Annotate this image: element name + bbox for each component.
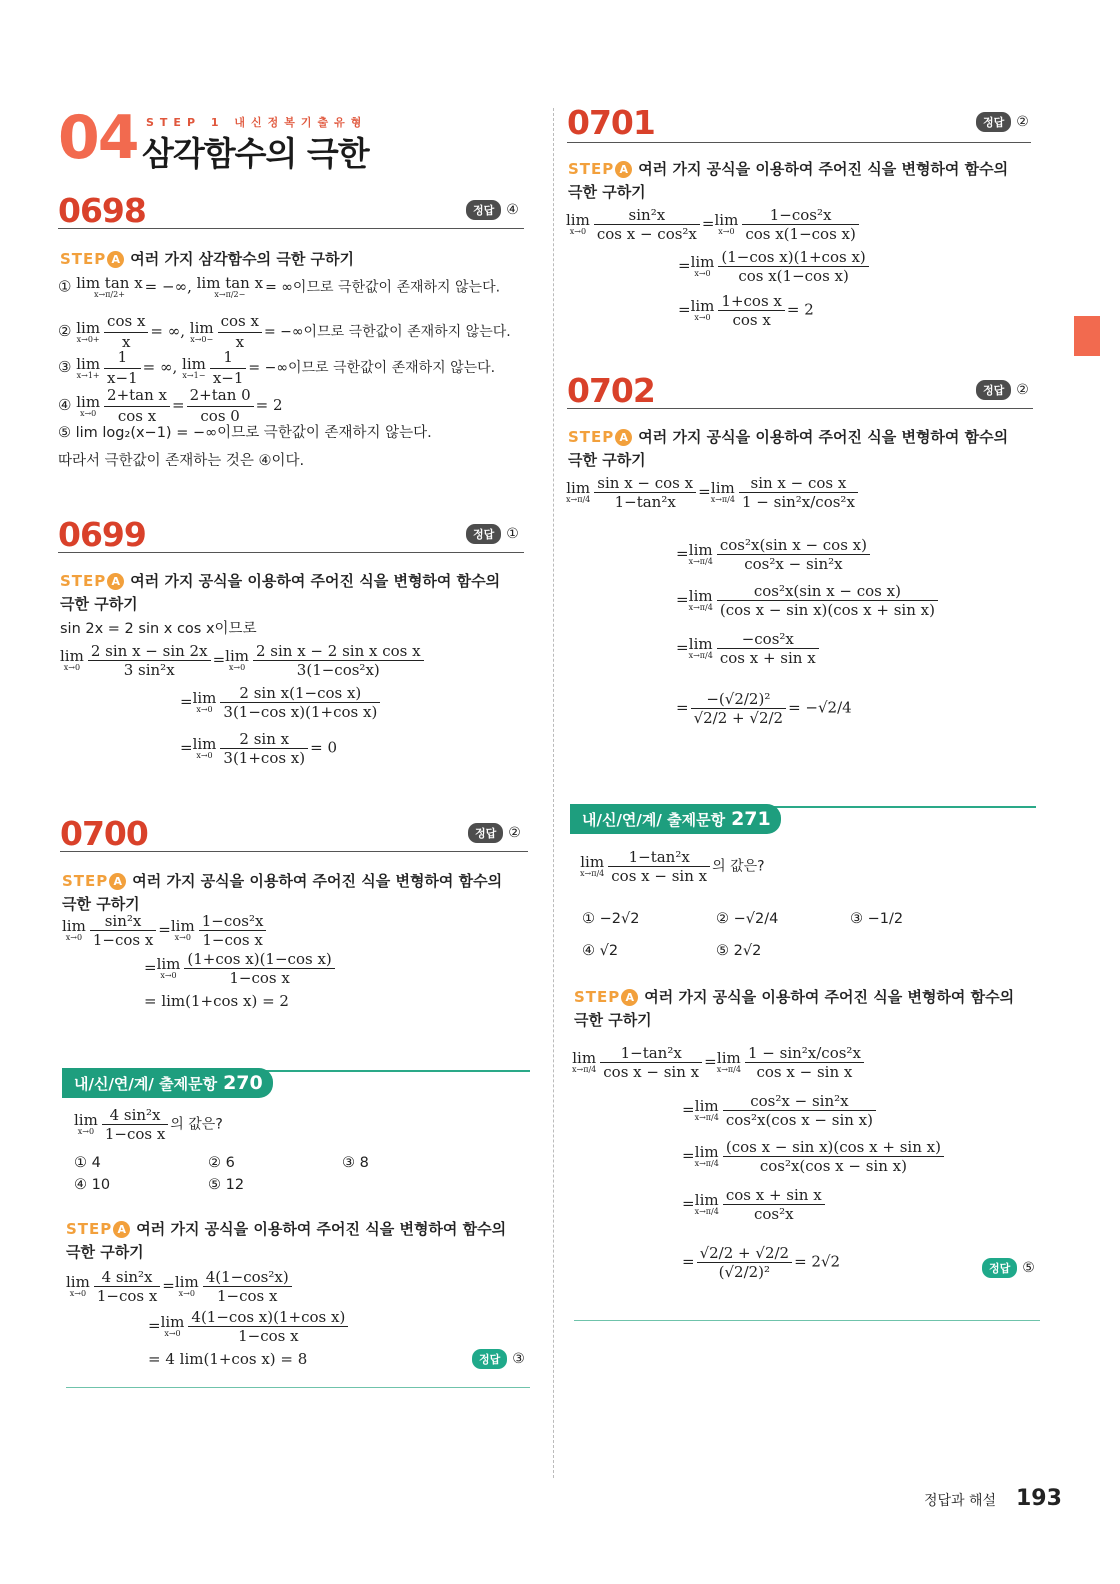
conclusion-0698: 따라서 극한값이 존재하는 것은 ④이다. xyxy=(58,453,305,469)
related-271-choice-5: ⑤ 2√2 xyxy=(716,943,762,959)
solution-0702-line-3: = lim x→π/4 $\frac{\text{cos²x(sin x − cos x)}}{\text{(cos x − sin x)(cos x + sin x)}}$ xyxy=(676,582,940,619)
step-heading-271 xyxy=(574,986,1024,1033)
step-heading-0702 xyxy=(568,426,1018,473)
solution-0702-line-1: lim x→π/4 $\frac{\text{sin x − cos x}}{\text{1−tan²x}}$ = lim x→π/4 $\frac{\text{sin x − cos x}}{\text{1 − sin²x/cos²x}}$ xyxy=(566,474,860,511)
step-text: 여러 가지 공식을 이용하여 주어진 식을 변형하여 함수의 극한 구하기 xyxy=(62,872,503,914)
related-270-choice-4: ④ 10 xyxy=(74,1177,111,1193)
step-a-icon: A xyxy=(109,873,126,890)
problem-rule xyxy=(60,851,528,852)
answer-0701 xyxy=(976,111,1029,132)
related-271-question: lim x→π/4 $\frac{\text{1−tan²x}}{\text{cos x − sin x}}$ 의 값은? xyxy=(580,848,765,885)
solution-0700-line-3: = lim(1+cos x) = 2 xyxy=(144,992,289,1010)
problem-number-0701: 0701 xyxy=(567,103,655,142)
step-tag: STEP xyxy=(60,250,107,268)
related-271-choice-2: ② −√2/4 xyxy=(716,911,779,927)
answer-value: ① xyxy=(506,525,519,542)
problem-number-0698: 0698 xyxy=(58,191,146,230)
answer-value: ⑤ xyxy=(1022,1259,1035,1276)
chapter-number: 04 xyxy=(58,103,138,173)
step-text: 여러 가지 공식을 이용하여 주어진 식을 변형하여 함수의 극한 구하기 xyxy=(66,1220,507,1262)
solution-271-line-2: = lim x→π/4 $\frac{\text{cos²x − sin²x}}{\text{cos²x(cos x − sin x)}}$ xyxy=(682,1092,878,1129)
problem-rule xyxy=(567,408,1033,409)
step-heading-0701 xyxy=(568,158,1018,205)
step-a-icon: A xyxy=(113,1221,130,1238)
answer-value: ② xyxy=(508,824,521,841)
expr: = 0 xyxy=(310,738,338,757)
answer-0699 xyxy=(466,523,519,544)
step-text: 여러 가지 공식을 이용하여 주어진 식을 변형하여 함수의 극한 구하기 xyxy=(568,160,1009,202)
expr: = 2√2 xyxy=(794,1252,841,1271)
related-271-choice-3: ③ −1/2 xyxy=(850,911,904,927)
expr: = ∞, xyxy=(142,358,178,376)
step-heading-0700 xyxy=(62,870,512,917)
related-270-choice-2: ② 6 xyxy=(208,1155,235,1171)
answer-badge: 정답 xyxy=(472,1349,507,1369)
related-271-tab xyxy=(570,804,781,834)
expr: = 2 xyxy=(786,300,814,319)
related-270-question: lim x→0 $\frac{\text{4 sin²x}}{\text{1−cos x}}$ 의 값은? xyxy=(74,1106,223,1143)
answer-271 xyxy=(982,1257,1035,1278)
answer-badge: 정답 xyxy=(982,1258,1017,1278)
step-text: 여러 가지 공식을 이용하여 주어진 식을 변형하여 함수의 극한 구하기 xyxy=(574,988,1015,1030)
intro-0699: sin 2x = 2 sin x cos x이므로 xyxy=(60,621,257,637)
step-heading-270 xyxy=(66,1218,516,1265)
solution-0700-line-2: = lim x→0 $\frac{\text{(1+cos x)(1−cos x)}}{\text{1−cos x}}$ xyxy=(144,950,337,987)
expr: = ∞, xyxy=(150,322,186,340)
side-index-tab xyxy=(1074,316,1100,356)
answer-badge: 정답 xyxy=(468,823,503,843)
related-270-choice-3: ③ 8 xyxy=(342,1155,369,1171)
expr: = −√2/4 xyxy=(788,698,852,717)
column-divider xyxy=(553,108,554,1478)
step-a-icon: A xyxy=(107,573,124,590)
solution-line-2: ② lim x→0+ $\frac{\text{cos x}}{x}$ = ∞, lim x→0− $\frac{\text{cos x}}{x}$ = −∞이므로 극한값이 존재하지 않는다. xyxy=(58,312,511,351)
problem-number-0700: 0700 xyxy=(60,814,148,853)
solution-271-line-4: = lim x→π/4 $\frac{\text{cos x + sin x}}{\text{cos²x}}$ xyxy=(682,1186,827,1223)
solution-0702-line-5: = $\frac{\text{−(√2/2)²}}{√2/2 + √2/2}$ = −√2/4 xyxy=(676,690,852,727)
solution-0700-line-1: lim x→0 $\frac{\text{sin²x}}{\text{1−cos x}}$ = lim x→0 $\frac{\text{1−cos²x}}{\text{1−cos x}}$ xyxy=(62,912,268,949)
step-tag: STEP xyxy=(66,1220,113,1238)
step-heading-0698 xyxy=(60,248,354,269)
related-270-tab xyxy=(62,1068,273,1098)
answer-value: ② xyxy=(1016,113,1029,130)
expr: lim log₂(x−1) = −∞이므로 극한값이 존재하지 않는다. xyxy=(75,425,432,441)
answer-0702 xyxy=(976,379,1029,400)
step-text: 여러 가지 삼각함수의 극한 구하기 xyxy=(130,250,355,268)
step-tag: STEP xyxy=(568,428,615,446)
step-a-icon: A xyxy=(615,429,632,446)
step-a-icon: A xyxy=(615,161,632,178)
related-tab-label: 내/신/연/계/ 출제문항 xyxy=(74,1075,218,1093)
related-tab-label: 내/신/연/계/ 출제문항 xyxy=(582,811,726,829)
related-box-bottom xyxy=(66,1387,530,1388)
answer-value: ④ xyxy=(506,201,519,218)
answer-badge: 정답 xyxy=(466,200,501,220)
related-tab-number: 270 xyxy=(223,1072,263,1094)
question-suffix: 의 값은? xyxy=(170,1116,223,1133)
step-tag: STEP xyxy=(574,988,621,1006)
solution-271-line-1: lim x→π/4 $\frac{\text{1−tan²x}}{\text{cos x − sin x}}$ = lim x→π/4 $\frac{\text{1 − sin²x/cos²x}}{\text{cos x − sin x}}$ xyxy=(572,1044,866,1081)
related-270-choice-1: ① 4 xyxy=(74,1155,101,1171)
step-a-icon: A xyxy=(621,989,638,1006)
expr: = −∞이므로 극한값이 존재하지 않는다. xyxy=(263,324,511,340)
related-box-bar xyxy=(240,1070,530,1072)
related-box-bar xyxy=(760,806,1036,808)
page-number: 193 xyxy=(1016,1486,1062,1511)
expr: = ∞이므로 극한값이 존재하지 않는다. xyxy=(265,279,501,296)
solution-line-4: ④ lim x→0 $\frac{\text{2+tan x}}{\text{cos x}}$ = $\frac{2+\tan 0}{\cos 0}$ = 2 xyxy=(58,386,283,425)
chapter-step-label: STEP 1 내신정복기출유형 xyxy=(146,116,368,129)
answer-badge: 정답 xyxy=(976,112,1011,132)
solution-0701-line-1: lim x→0 $\frac{\text{sin²x}}{\text{cos x − cos²x}}$ = lim x→0 $\frac{\text{1−cos²x}}{\text{cos x(1−cos x)}}$ xyxy=(566,206,861,243)
related-tab-number: 271 xyxy=(731,808,771,830)
problem-rule xyxy=(58,228,524,229)
related-271-choice-4: ④ √2 xyxy=(582,943,619,959)
answer-value: ② xyxy=(1016,381,1029,398)
answer-0700 xyxy=(468,822,521,843)
answer-270 xyxy=(472,1348,525,1369)
solution-270-line-1: lim x→0 $\frac{\text{4 sin²x}}{\text{1−cos x}}$ = lim x→0 $\frac{\text{4(1−cos²x)}}{\text{1−cos x}}$ xyxy=(66,1268,294,1305)
answer-value: ③ xyxy=(512,1350,525,1367)
related-box-bottom xyxy=(574,1320,1040,1321)
solution-0699-line-3: = lim x→0 $\frac{\text{2 sin x}}{\text{3(1+cos x)}}$ = 0 xyxy=(180,730,338,767)
solution-0699-line-1: lim x→0 $\frac{\text{2 sin x − sin 2x}}{\text{3 sin²x}}$ = lim x→0 $\frac{\text{2 sin x − 2 sin x cos x}}{\text{3(1−cos²x)}}$ xyxy=(60,642,426,679)
solution-line-3: ③ lim x→1+ $\frac{1}{x-1}$ = ∞, lim x→1− $\frac{1}{x-1}$ = −∞이므로 극한값이 존재하지 않는다. xyxy=(58,348,496,387)
problem-rule xyxy=(58,552,524,553)
solution-0702-line-4: = lim x→π/4 $\frac{\text{−cos²x}}{\text{cos x + sin x}}$ xyxy=(676,630,821,667)
solution-line-1: ① lim tan x x→π/2+ = −∞, lim tan x x→π/2− = ∞이므로 극한값이 존재하지 않는다. xyxy=(58,274,501,299)
solution-0701-line-3: = lim x→0 $\frac{\text{1+cos x}}{\text{cos x}}$ = 2 xyxy=(678,292,814,329)
solution-271-line-5: = $\frac{√2/2 + √2/2}{\text{(√2/2)²}}$ = 2√2 xyxy=(682,1244,841,1281)
step-tag: STEP xyxy=(60,572,107,590)
step-tag: STEP xyxy=(568,160,615,178)
expr: = 2 xyxy=(255,396,283,414)
answer-0698 xyxy=(466,199,519,220)
solution-0699-line-2: = lim x→0 $\frac{\text{2 sin x(1−cos x)}}{\text{3(1−cos x)(1+cos x)}}$ xyxy=(180,684,382,721)
step-text: 여러 가지 공식을 이용하여 주어진 식을 변형하여 함수의 극한 구하기 xyxy=(568,428,1009,470)
chapter-title: 삼각함수의 극한 xyxy=(142,134,369,173)
solution-0702-line-2: = lim x→π/4 $\frac{\text{cos²x(sin x − cos x)}}{\text{cos²x − sin²x}}$ xyxy=(676,536,872,573)
solution-270-line-3: = 4 lim(1+cos x) = 8 xyxy=(148,1350,308,1368)
expr: = −∞이므로 극한값이 존재하지 않는다. xyxy=(248,360,496,376)
solution-line-5: ⑤ lim log₂(x−1) = −∞이므로 극한값이 존재하지 않는다. xyxy=(58,425,432,441)
footer-label: 정답과 해설 xyxy=(924,1493,997,1509)
step-heading-0699 xyxy=(60,570,510,617)
step-tag: STEP xyxy=(62,872,109,890)
expr: = −∞, xyxy=(144,277,192,296)
problem-rule xyxy=(567,142,1031,143)
answer-badge: 정답 xyxy=(466,524,501,544)
step-text: 여러 가지 공식을 이용하여 주어진 식을 변형하여 함수의 극한 구하기 xyxy=(60,572,501,614)
problem-number-0702: 0702 xyxy=(567,371,655,410)
related-271-choice-1: ① −2√2 xyxy=(582,911,640,927)
solution-0701-line-2: = lim x→0 $\frac{\text{(1−cos x)(1+cos x)}}{\text{cos x(1−cos x)}}$ xyxy=(678,248,871,285)
solution-270-line-2: = lim x→0 $\frac{\text{4(1−cos x)(1+cos x)}}{\text{1−cos x}}$ xyxy=(148,1308,350,1345)
problem-number-0699: 0699 xyxy=(58,515,146,554)
answer-badge: 정답 xyxy=(976,380,1011,400)
related-270-choice-5: ⑤ 12 xyxy=(208,1177,245,1193)
solution-271-line-3: = lim x→π/4 $\frac{\text{(cos x − sin x)(cos x + sin x)}}{\text{cos²x(cos x − sin x)}}$ xyxy=(682,1138,946,1175)
step-a-icon: A xyxy=(107,251,124,268)
question-suffix: 의 값은? xyxy=(712,858,765,875)
